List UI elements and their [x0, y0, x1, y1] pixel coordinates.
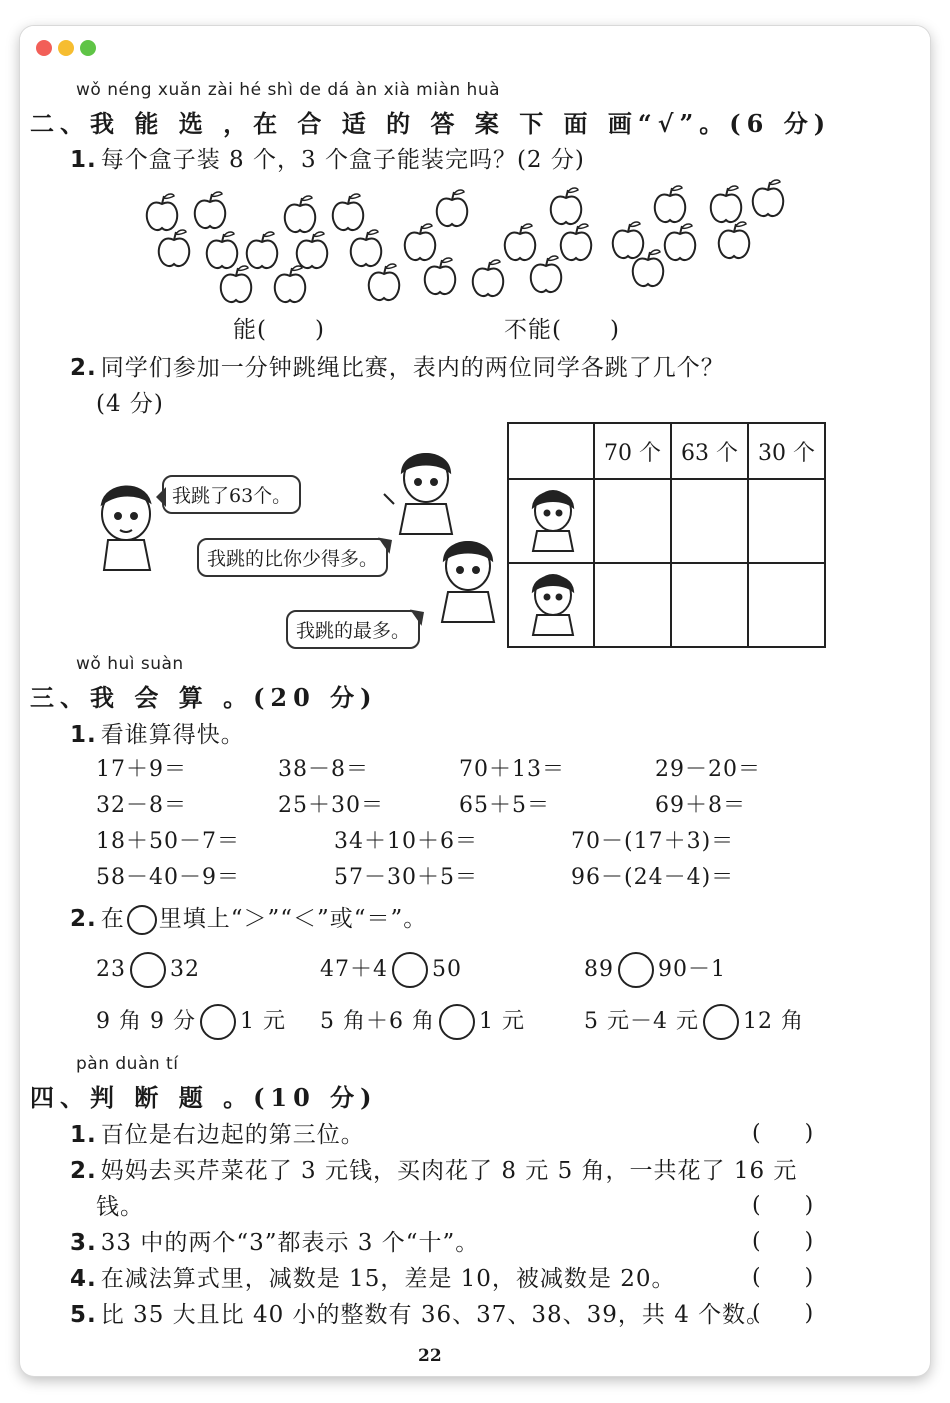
sec2-q2-score: (4 分) — [96, 391, 164, 417]
maximize-button[interactable] — [80, 40, 96, 56]
girl1-avatar-cell — [508, 479, 594, 563]
judge-item-cont: 钱。 — [96, 1194, 144, 1220]
sec2-q1 — [70, 141, 585, 174]
compare-circle[interactable] — [703, 1004, 739, 1040]
q-text: 妈妈去买芹菜花了 3 元钱，买肉花了 8 元 5 角，一共花了 16 元 — [100, 1158, 798, 1184]
calc-item[interactable]: 25＋30＝ — [278, 793, 384, 818]
q-number: 2. — [70, 1158, 97, 1184]
compare-left: 5 角＋6 角 — [320, 1009, 435, 1034]
calc-item[interactable]: 32－8＝ — [96, 793, 187, 818]
q-text: 每个盒子装 8 个，3 个盒子能装完吗？(2 分) — [100, 147, 585, 173]
q-number: 3. — [70, 1230, 97, 1256]
calc-item[interactable]: 70－(17＋3)＝ — [571, 829, 735, 854]
q-number: 1. — [70, 147, 97, 173]
table-header: 70 个 — [594, 423, 671, 479]
compare-circle[interactable] — [439, 1004, 475, 1040]
apple-group — [147, 180, 783, 302]
title-bar — [20, 26, 930, 68]
calc-item[interactable]: 38－8＝ — [278, 757, 369, 782]
q-number: 2. — [70, 355, 97, 381]
compare-item — [584, 1004, 804, 1040]
q-text: 33 中的两个“3”都表示 3 个“十”。 — [100, 1230, 480, 1256]
compare-item — [96, 952, 200, 988]
sec3-pinyin: wǒ huì suàn — [76, 654, 184, 674]
sec3-q2 — [70, 900, 427, 935]
jump-table — [507, 422, 826, 648]
speech-bubble-boy: 我跳了63个。 — [162, 475, 301, 514]
q-number: 1. — [70, 722, 97, 748]
compare-right: 12 角 — [742, 1009, 804, 1034]
judge-item — [70, 1152, 797, 1185]
calc-item[interactable]: 58－40－9＝ — [96, 865, 240, 890]
q-text: 同学们参加一分钟跳绳比赛，表内的两位同学各跳了几个？ — [100, 355, 725, 381]
table-header: 30 个 — [748, 423, 825, 479]
compare-right: 1 元 — [239, 1009, 286, 1034]
compare-left: 89 — [584, 957, 614, 982]
compare-left: 23 — [96, 957, 126, 982]
compare-right: 50 — [432, 957, 462, 982]
girl-figure-2 — [442, 542, 494, 622]
compare-right: 1 元 — [478, 1009, 525, 1034]
calc-item[interactable]: 17＋9＝ — [96, 757, 187, 782]
close-button[interactable] — [36, 40, 52, 56]
calc-item[interactable]: 29－20＝ — [655, 757, 761, 782]
answer-cell[interactable] — [748, 563, 825, 647]
answer-paren[interactable]: ( ) — [752, 1265, 814, 1290]
table-header: 63 个 — [671, 423, 748, 479]
answer-paren[interactable]: ( ) — [752, 1121, 814, 1146]
answer-cell[interactable] — [671, 563, 748, 647]
compare-circle[interactable] — [130, 952, 166, 988]
circle-icon — [127, 905, 157, 935]
page-number: 22 — [418, 1346, 442, 1366]
answer-cell[interactable] — [594, 563, 671, 647]
boy-figure — [102, 486, 150, 570]
answer-paren[interactable]: ( ) — [752, 1301, 814, 1326]
calc-item[interactable]: 18＋50－7＝ — [96, 829, 240, 854]
girl2-avatar-cell — [508, 563, 594, 647]
compare-item — [96, 1004, 286, 1040]
q-text-post: 里填上“＞”“＜”或“＝”。 — [158, 906, 428, 932]
girl2-avatar-icon — [521, 567, 581, 637]
sec2-title: 二、我 能 选 ，在 合 适 的 答 案 下 面 画“√”。(6 分) — [30, 109, 832, 138]
sec2-q2 — [70, 349, 725, 382]
q-number: 1. — [70, 1122, 97, 1148]
q-text-pre: 在 — [100, 906, 125, 932]
calc-item[interactable]: 65＋5＝ — [459, 793, 550, 818]
minimize-button[interactable] — [58, 40, 74, 56]
sec2-pinyin: wǒ néng xuǎn zài hé shì de dá àn xià miàn huà — [76, 80, 501, 100]
option-yes[interactable]: 能( ) — [233, 317, 325, 343]
compare-circle[interactable] — [200, 1004, 236, 1040]
judge-item — [70, 1260, 675, 1293]
sec4-title: 四、判 断 题 。(10 分) — [30, 1083, 378, 1112]
calc-item[interactable]: 96－(24－4)＝ — [571, 865, 735, 890]
compare-right: 90－1 — [658, 957, 726, 982]
answer-cell[interactable] — [671, 479, 748, 563]
judge-item — [70, 1116, 365, 1149]
compare-item — [320, 952, 462, 988]
q-text: 百位是右边起的第三位。 — [100, 1122, 365, 1148]
q-text: 在减法算式里，减数是 15，差是 10，被减数是 20。 — [100, 1266, 676, 1292]
compare-left: 9 角 9 分 — [96, 1009, 196, 1034]
q-text: 看谁算得快。 — [100, 722, 245, 748]
girl1-avatar-icon — [521, 483, 581, 553]
q-number: 4. — [70, 1266, 97, 1292]
girl-figure-1 — [384, 454, 452, 534]
option-no[interactable]: 不能( ) — [504, 317, 620, 343]
judge-item — [70, 1224, 479, 1257]
table-corner — [508, 423, 594, 479]
compare-left: 47＋4 — [320, 957, 388, 982]
calc-item[interactable]: 34＋10＋6＝ — [334, 829, 478, 854]
compare-item — [320, 1004, 525, 1040]
answer-cell[interactable] — [748, 479, 825, 563]
calc-item[interactable]: 57－30＋5＝ — [334, 865, 478, 890]
compare-circle[interactable] — [392, 952, 428, 988]
apples-illustration — [140, 178, 800, 308]
compare-left: 5 元－4 元 — [584, 1009, 699, 1034]
speech-bubble-girl1: 我跳的比你少得多。 — [197, 538, 388, 577]
compare-item — [584, 952, 726, 988]
answer-paren[interactable]: ( ) — [752, 1229, 814, 1254]
calc-item[interactable]: 69＋8＝ — [655, 793, 746, 818]
sec3-title: 三、我 会 算 。(20 分) — [30, 683, 378, 712]
speech-bubble-girl2: 我跳的最多。 — [286, 610, 420, 649]
q-text: 比 35 大且比 40 小的整数有 36、37、38、39，共 4 个数。 — [100, 1302, 771, 1328]
answer-paren[interactable]: ( ) — [752, 1193, 814, 1218]
judge-item — [70, 1296, 770, 1329]
calc-item[interactable]: 70＋13＝ — [459, 757, 565, 782]
sec4-pinyin: pàn duàn tí — [76, 1054, 179, 1074]
sec3-q1 — [70, 716, 245, 749]
compare-circle[interactable] — [618, 952, 654, 988]
q-number: 5. — [70, 1302, 97, 1328]
q-number: 2. — [70, 906, 97, 932]
answer-cell[interactable] — [594, 479, 671, 563]
compare-right: 32 — [170, 957, 200, 982]
